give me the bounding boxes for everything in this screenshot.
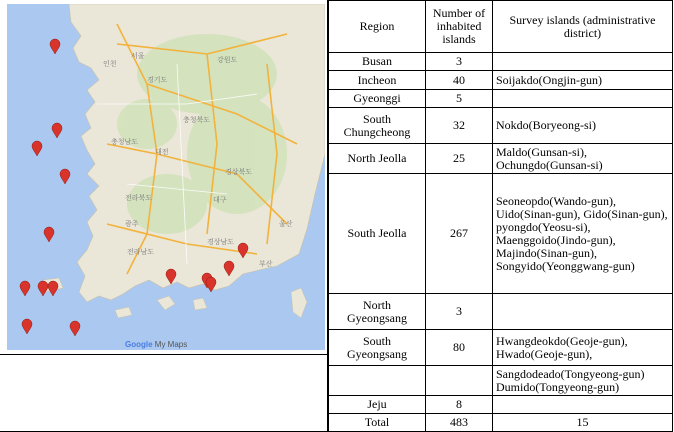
count-cell: 3	[426, 53, 493, 71]
map-marker-icon[interactable]	[22, 319, 32, 334]
google-logo: Google	[125, 340, 153, 349]
map-city-label: 대구	[213, 196, 227, 204]
korea-map	[7, 4, 325, 350]
header-row	[328, 1, 673, 53]
islands-cell	[493, 53, 673, 71]
header-count: Number of inhabited islands	[426, 1, 493, 53]
count-cell: 5	[426, 90, 493, 108]
table-row	[328, 366, 673, 396]
islands-cell: Hwangdeokdo(Geoje-gun), Hwado(Geoje-gun),	[493, 330, 673, 366]
total-count: 483	[426, 414, 493, 432]
count-cell: 25	[426, 144, 493, 174]
map-marker-icon[interactable]	[20, 281, 30, 296]
region-cell: North Jeolla	[328, 144, 426, 174]
map-city-label: 충청남도	[111, 138, 139, 146]
row-line	[0, 354, 327, 355]
count-cell: 3	[426, 294, 493, 330]
count-cell: 8	[426, 396, 493, 414]
map-city-label: 울산	[279, 220, 293, 228]
islands-cell: Soijakdo(Ongjin-gun)	[493, 71, 673, 90]
map-city-label: 서울	[131, 52, 145, 60]
islands-cell: Maldo(Gunsan-si), Ochungdo(Gunsan-si)	[493, 144, 673, 174]
map-marker-icon[interactable]	[48, 281, 58, 296]
table-row	[328, 90, 673, 108]
map-marker-icon[interactable]	[60, 169, 70, 184]
map-credit	[125, 340, 187, 349]
map-city-label: 전라북도	[125, 194, 153, 202]
table-row	[328, 53, 673, 71]
map-city-label: 대전	[155, 148, 169, 156]
map-city-label: 경상남도	[207, 238, 235, 246]
terrain-green	[117, 34, 287, 234]
count-cell: 40	[426, 71, 493, 90]
region-cell: Busan	[328, 53, 426, 71]
table-row	[328, 330, 673, 366]
island-table	[327, 0, 673, 432]
islands-cell: Seoneopdo(Wando-gun), Uido(Sinan-gun), Gido(Sinan-gun), pyongdo(Yeosu-si), Maenggoido(Jindo-gun), Majindo(Sinan-gun), Songyido(Yeonggwang-gun)	[493, 174, 673, 294]
map-marker-icon[interactable]	[44, 227, 54, 242]
map-city-label: 경상북도	[225, 168, 253, 176]
table-row	[328, 144, 673, 174]
islands-cell	[493, 396, 673, 414]
count-cell: 267	[426, 174, 493, 294]
island	[291, 288, 307, 318]
map-marker-icon[interactable]	[70, 321, 80, 336]
region-cell: South Gyeongsang	[328, 330, 426, 366]
table-row	[328, 108, 673, 144]
map-credit-text: My Maps	[154, 340, 188, 349]
island	[115, 307, 132, 318]
header-region: Region	[328, 1, 426, 53]
region-cell: Gyeonggi	[328, 90, 426, 108]
region-cell: South Jeolla	[328, 174, 426, 294]
map-marker-icon[interactable]	[52, 123, 62, 138]
map-marker-icon[interactable]	[32, 141, 42, 156]
map-city-label: 부산	[259, 260, 273, 268]
count-cell: 32	[426, 108, 493, 144]
table-row	[328, 396, 673, 414]
header-islands: Survey islands (administrative district)	[493, 1, 673, 53]
map-city-label: 충청북도	[183, 116, 211, 124]
island	[157, 296, 175, 310]
island	[193, 298, 207, 310]
island-table-frame	[327, 0, 673, 432]
region-cell: North Gyeongsang	[328, 294, 426, 330]
region-cell: Incheon	[328, 71, 426, 90]
region-cell	[328, 366, 426, 396]
map-city-label: 경기도	[147, 76, 168, 84]
region-cell: Jeju	[328, 396, 426, 414]
table-row	[328, 71, 673, 90]
count-cell: 80	[426, 330, 493, 366]
islands-cell	[493, 294, 673, 330]
total-islands: 15	[493, 414, 673, 432]
map-city-label: 광주	[125, 220, 139, 228]
map-marker-icon[interactable]	[38, 281, 48, 296]
table-row	[328, 174, 673, 294]
map-panel[interactable]	[7, 4, 325, 350]
map-marker-icon[interactable]	[50, 39, 60, 54]
count-cell	[426, 366, 493, 396]
map-city-label: 인천	[103, 60, 117, 68]
islands-cell: Sangdodeado(Tongyeong-gun) Dumido(Tongyeong-gun)	[493, 366, 673, 396]
islands-cell	[493, 90, 673, 108]
total-row	[328, 414, 673, 432]
region-cell: South Chungcheong	[328, 108, 426, 144]
islands-cell: Nokdo(Boryeong-si)	[493, 108, 673, 144]
total-label: Total	[328, 414, 426, 432]
map-city-label: 강원도	[217, 56, 238, 64]
table-row	[328, 294, 673, 330]
map-city-label: 전라남도	[127, 248, 155, 256]
